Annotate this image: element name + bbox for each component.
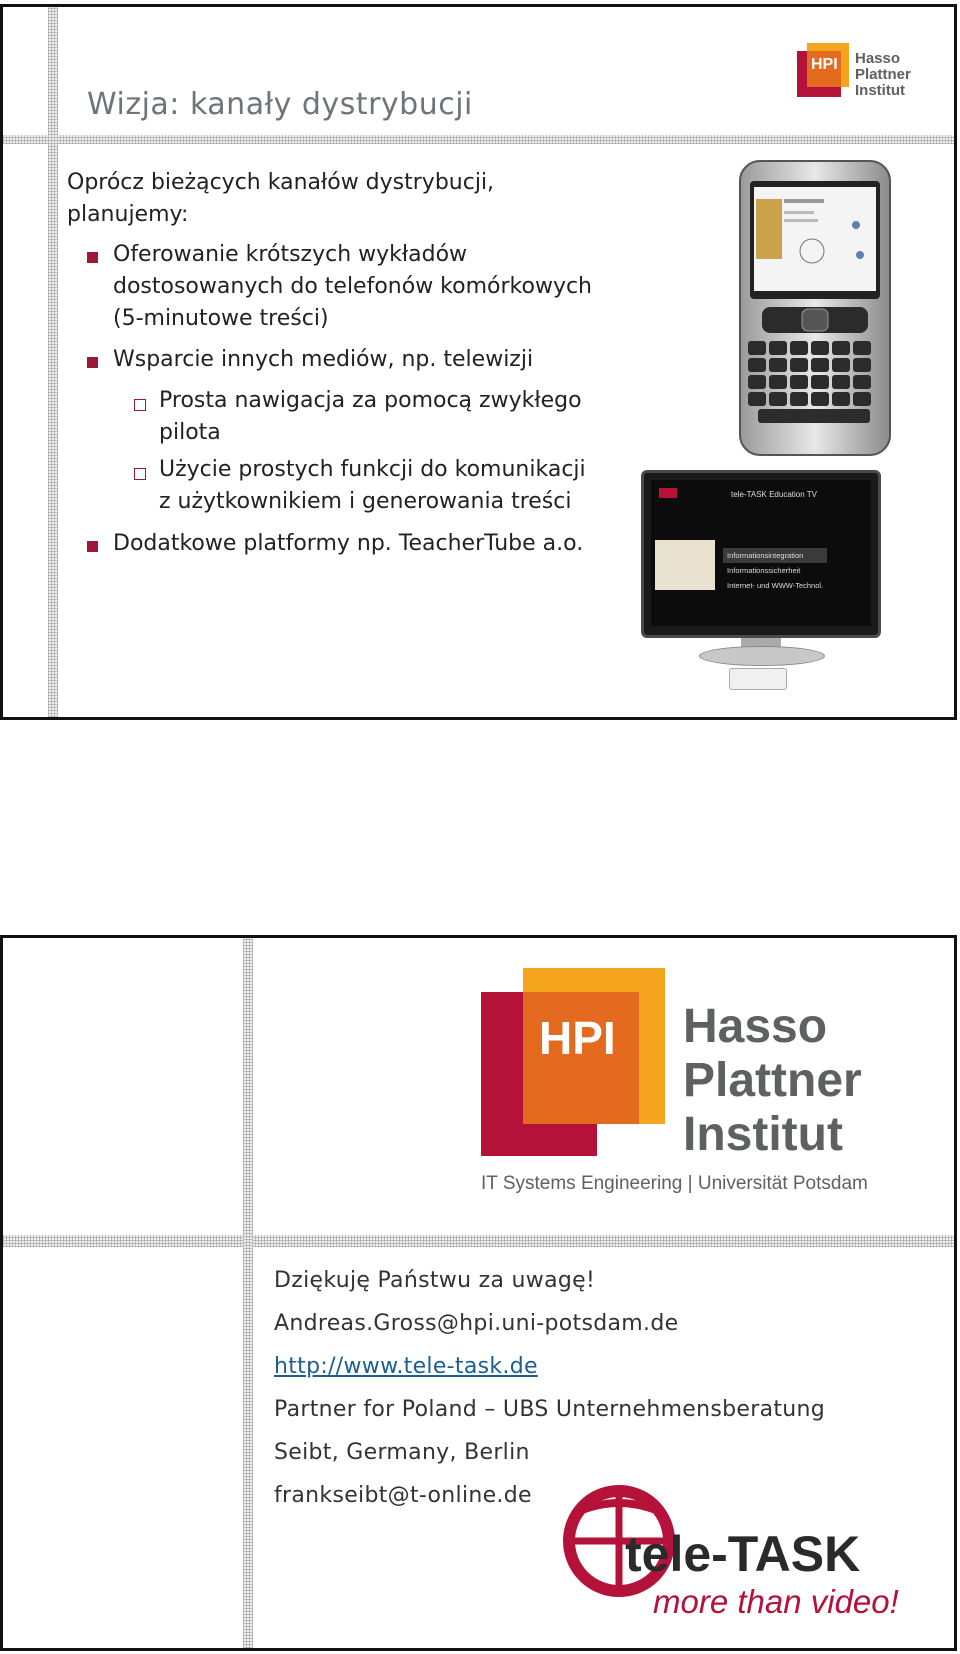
tv-screen-header: tele-TASK Education TV — [731, 490, 817, 499]
hpi-logo-large — [481, 968, 901, 1198]
set-top-box — [729, 668, 787, 690]
teletask-name: tele-TASK — [625, 1526, 861, 1582]
slide-1 — [0, 4, 957, 720]
svg-text:Institut: Institut — [855, 82, 905, 99]
decorative-band-horizontal — [3, 135, 954, 144]
decorative-band-horizontal — [3, 1235, 954, 1247]
slide-title: Wizja: kanały dystrybucji — [87, 87, 473, 122]
sub-bullet-item: Prosta nawigacja za pomocą zwykłego pilota — [159, 388, 582, 445]
decorative-band-vertical — [48, 7, 58, 717]
decorative-band-vertical — [243, 938, 253, 1648]
svg-text:Institut: Institut — [683, 1108, 843, 1161]
partner-email[interactable]: frankseibt@t-online.de — [274, 1483, 532, 1508]
svg-text:Plattner: Plattner — [683, 1054, 862, 1107]
svg-text:Hasso: Hasso — [855, 50, 901, 67]
hpi-mark: HPI — [539, 1012, 616, 1064]
bullet-marker — [87, 357, 98, 368]
contact-email[interactable]: Andreas.Gross@hpi.uni-potsdam.de — [274, 1311, 679, 1336]
tv-screen — [651, 480, 871, 626]
slide-2 — [0, 935, 957, 1651]
tv-menu-item: Informationsintegration — [723, 548, 827, 563]
thank-you-text: Dziękuję Państwu za uwagę! — [274, 1268, 596, 1293]
teletask-logo — [555, 1483, 935, 1633]
bullet-marker — [87, 541, 98, 552]
svg-text:Plattner: Plattner — [855, 66, 911, 83]
partner-text: Partner for Poland – UBS Unternehmensberatung — [274, 1397, 826, 1422]
hpi-tagline: IT Systems Engineering | Universität Potsdam — [481, 1173, 868, 1194]
sub-bullet-item: Użycie prostych funkcji do komunikacji z użytkownikiem i generowania treści — [159, 457, 586, 514]
mobile-phone-illustration — [738, 159, 893, 459]
tv-illustration — [641, 470, 881, 692]
website-link[interactable]: http://www.tele-task.de — [274, 1354, 538, 1379]
svg-text:Hasso: Hasso — [683, 1000, 828, 1053]
teletask-slogan: more than video! — [653, 1583, 899, 1620]
bullet-item: Wsparcie innych mediów, np. telewizji — [113, 347, 534, 372]
bullet-marker — [87, 252, 98, 263]
bullet-item: Dodatkowe platformy np. TeacherTube a.o. — [113, 531, 584, 556]
hpi-mark: HPI — [811, 56, 838, 73]
bullet-item: Oferowanie krótszych wykładów dostosowanych do telefonów komórkowych (5-minutowe treści) — [113, 242, 593, 331]
sub-bullet-marker — [134, 468, 146, 480]
intro-text: Oprócz bieżących kanałów dystrybucji, planujemy: — [67, 170, 495, 227]
partner-location: Seibt, Germany, Berlin — [274, 1440, 530, 1465]
tv-menu-item: Informationssicherheit — [727, 566, 801, 575]
hpi-logo-small — [797, 41, 927, 99]
sub-bullet-marker — [134, 399, 146, 411]
tv-menu-item: Internet- und WWW-Technol. — [727, 581, 824, 590]
